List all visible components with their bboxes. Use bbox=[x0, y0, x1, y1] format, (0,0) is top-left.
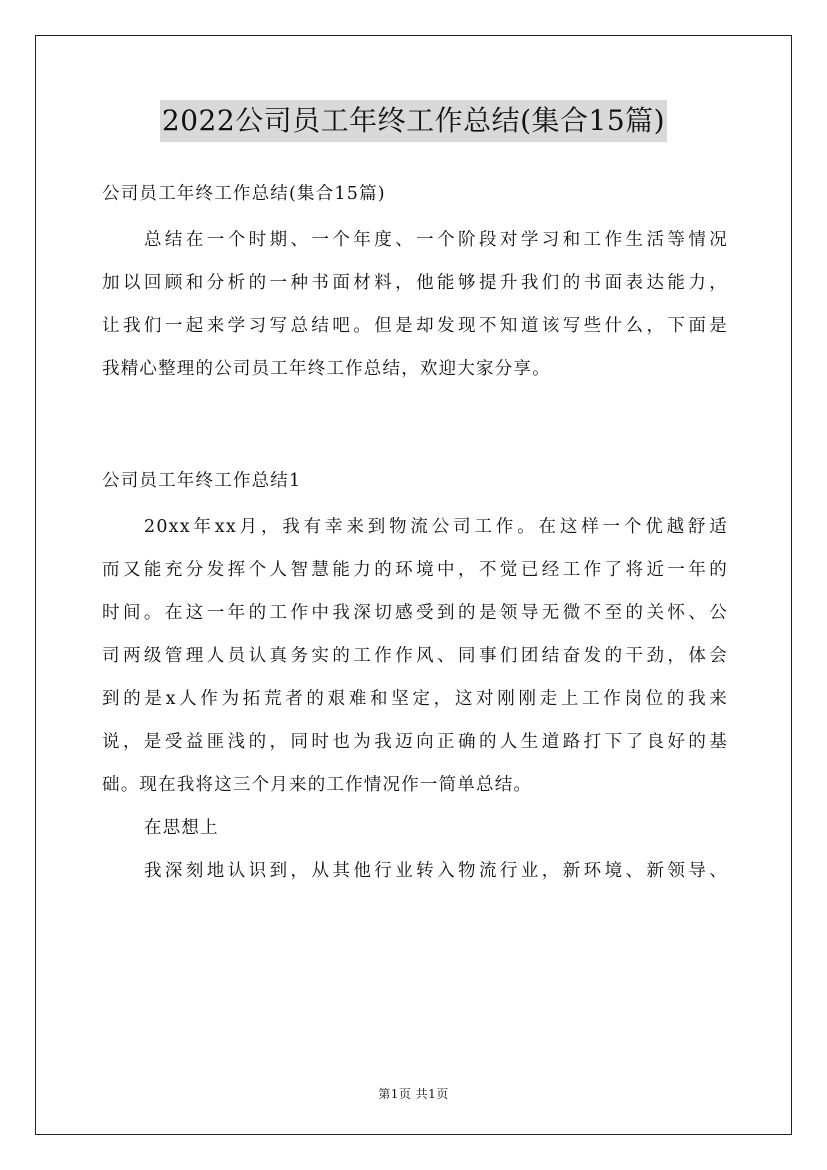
intro-line: 加以回顾和分析的一种书面材料，他能够提升我们的书面表达能力， bbox=[102, 273, 728, 293]
subtitle: 公司员工年终工作总结(集合15篇) bbox=[102, 184, 386, 204]
intro-line: 总结在一个时期、一个年度、一个阶段对学习和工作生活等情况 bbox=[144, 230, 728, 250]
sub-heading: 在思想上 bbox=[144, 818, 219, 838]
page-footer: 第1页 共1页 bbox=[378, 1087, 449, 1101]
intro-line: 我精心整理的公司员工年终工作总结，欢迎大家分享。 bbox=[102, 359, 551, 379]
section-heading: 公司员工年终工作总结1 bbox=[102, 471, 302, 491]
paragraph-line: 20xx年xx月，我有幸来到物流公司工作。在这样一个优越舒适 bbox=[144, 517, 728, 537]
paragraph-line: 我深刻地认识到，从其他行业转入物流行业，新环境、新领导、 bbox=[144, 861, 728, 881]
paragraph-line: 到的是x人作为拓荒者的艰难和坚定，这对刚刚走上工作岗位的我来 bbox=[102, 689, 728, 709]
document-title: 2022公司员工年终工作总结(集合15篇) bbox=[160, 100, 667, 142]
title-block bbox=[0, 100, 827, 142]
paragraph-line: 时间。在这一年的工作中我深切感受到的是领导无微不至的关怀、公 bbox=[102, 603, 728, 623]
paragraph-line: 础。现在我将这三个月来的工作情况作一简单总结。 bbox=[102, 775, 533, 795]
document-body bbox=[102, 176, 728, 893]
paragraph-line: 说，是受益匪浅的，同时也为我迈向正确的人生道路打下了良好的基 bbox=[102, 732, 728, 752]
intro-line: 让我们一起来学习写总结吧。但是却发现不知道该写些什么，下面是 bbox=[102, 316, 728, 336]
paragraph-line: 而又能充分发挥个人智慧能力的环境中，不觉已经工作了将近一年的 bbox=[102, 560, 728, 580]
paragraph-line: 司两级管理人员认真务实的工作作风、同事们团结奋发的干劲，体会 bbox=[102, 646, 728, 666]
